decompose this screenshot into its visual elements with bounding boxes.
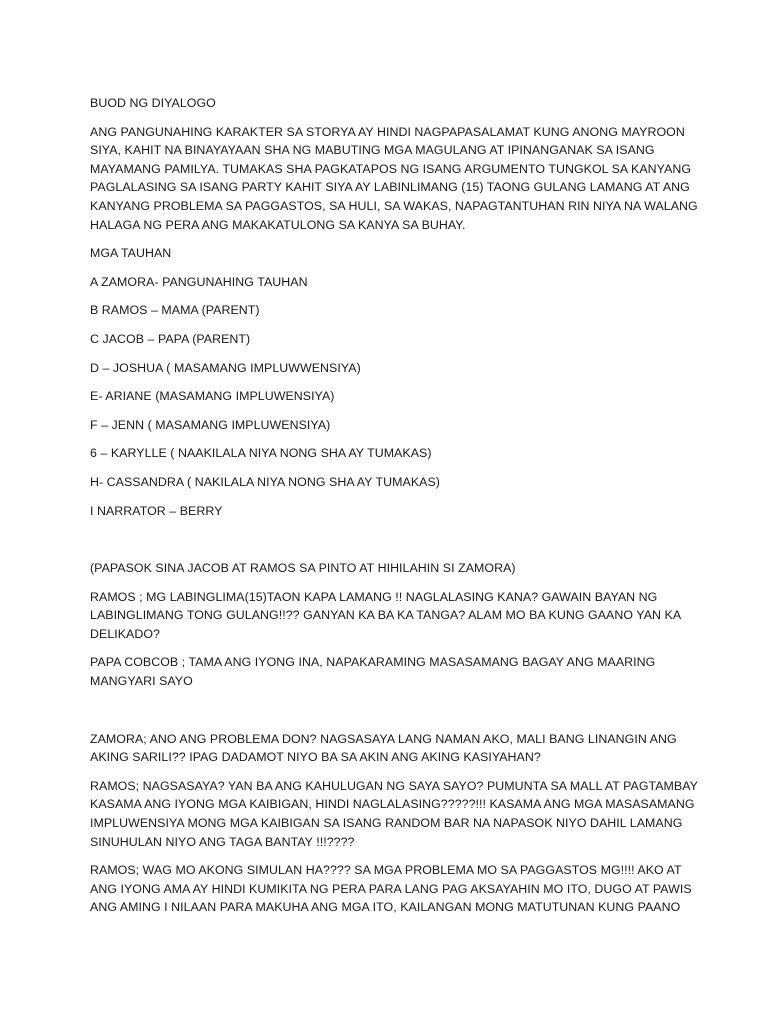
blank-line	[90, 530, 680, 559]
stage-direction: (PAPASOK SINA JACOB AT RAMOS SA PINTO AT HIHILAHIN SI ZAMORA)	[90, 561, 516, 576]
summary-line: KANYANG PROBLEMA SA PAGGASTOS, SA HULI, SA WAKAS, NAPAGTANTUHAN RIN NIYA NA WALANG	[90, 198, 698, 213]
character-entry: D – JOSHUA ( MASAMANG IMPLUWWENSIYA)	[90, 360, 361, 375]
summary-line: MAYAMANG PAMILYA. TUMAKAS SHA PAGKATAPOS NG ISANG ARGUMENTO TUNGKOL SA KANYANG	[90, 161, 692, 176]
character-entry: 6 – KARYLLE ( NAAKILALA NIYA NONG SHA AY TUMAKAS)	[90, 446, 432, 461]
summary-line: HALAGA NG PERA ANG MAKAKATULONG SA KANYA SA BUHAY.	[90, 217, 466, 232]
document-title: BUOD NG DIYALOGO	[90, 96, 216, 110]
character-entry: F – JENN ( MASAMANG IMPLUWENSIYA)	[90, 417, 331, 432]
characters-heading: MGA TAUHAN	[90, 246, 172, 261]
summary-line: ANG PANGUNAHING KARAKTER SA STORYA AY HINDI NAGPAPASALAMAT KUNG ANONG MAYROON	[90, 124, 685, 139]
dialogue-ramos-2: RAMOS; NAGSASAYA? YAN BA ANG KAHULUGAN NG SAYA SAYO? PUMUNTA SA MALL AT PAGTAMBAY KASAMA ANG IYONG MGA KAIBIGAN, HINDI NAGLALASING?????!!! KASAMA ANG MGA MASASAMANG IMPLUWENSIYA MONG MGA KAIBIGAN SA ISANG RANDOM BAR NA NAPASOK NIYO DAHIL LAMANG SINUHULAN NIYO ANG TAGA BANTAY !!!????	[90, 778, 698, 849]
dialogue-papa: PAPA COBCOB ; TAMA ANG IYONG INA, NAPAKARAMING MASASAMANG BAGAY ANG MAARING MANGYARI SAYO	[90, 655, 656, 689]
dialogue-ramos-1: RAMOS ; MG LABINGLIMA(15)TAON KAPA LAMANG !! NAGLALASING KANA? GAWAIN BAYAN NG LABINGLIMANG TONG GULANG!!?? GANYAN KA BA KA TANGA? ALAM MO BA KUNG GAANO YAN KA DELIKADO?	[90, 589, 682, 641]
summary-paragraph	[90, 123, 698, 235]
character-entry: I NARRATOR – BERRY	[90, 503, 223, 518]
character-entry: H- CASSANDRA ( NAKILALA NIYA NONG SHA AY TUMAKAS)	[90, 474, 440, 489]
dialogue-ramos-3: RAMOS; WAG MO AKONG SIMULAN HA???? SA MGA PROBLEMA MO SA PAGGASTOS MG!!!! AKO AT ANG IYONG AMA AY HINDI KUMIKITA NG PERA PARA LANG PAG AKSAYAHIN MO ITO, DUGO AT PAWIS ANG AMING I NILAAN PARA MAKUHA ANG MGA ITO, KAILANGAN MONG MATUTUNAN KUNG PAANO	[90, 863, 692, 915]
character-entry: C JACOB – PAPA (PARENT)	[90, 331, 251, 346]
summary-line: PAGLALASING SA ISANG PARTY KAHIT SIYA AY LABINLIMANG (15) TAONG GULANG LAMANG AT ANG	[90, 180, 690, 195]
character-entry: E- ARIANE (MASAMANG IMPLUWENSIYA)	[90, 389, 335, 404]
summary-line: SIYA, KAHIT NA BINAYAYAAN SHA NG MABUTING MGA MAGULANG AT IPINANGANAK SA ISANG	[90, 143, 655, 158]
dialogue-zamora: ZAMORA; ANO ANG PROBLEMA DON? NAGSASAYA LANG NAMAN AKO, MALI BANG LINANGIN ANG AKING SARILI?? IPAG DADAMOT NIYO BA SA AKIN ANG AKING KASIYAHAN?	[90, 731, 677, 765]
character-entry: B RAMOS – MAMA (PARENT)	[90, 303, 260, 318]
character-entry: A ZAMORA- PANGUNAHING TAUHAN	[90, 274, 308, 289]
blank-line	[90, 701, 680, 730]
document-body	[90, 94, 698, 927]
